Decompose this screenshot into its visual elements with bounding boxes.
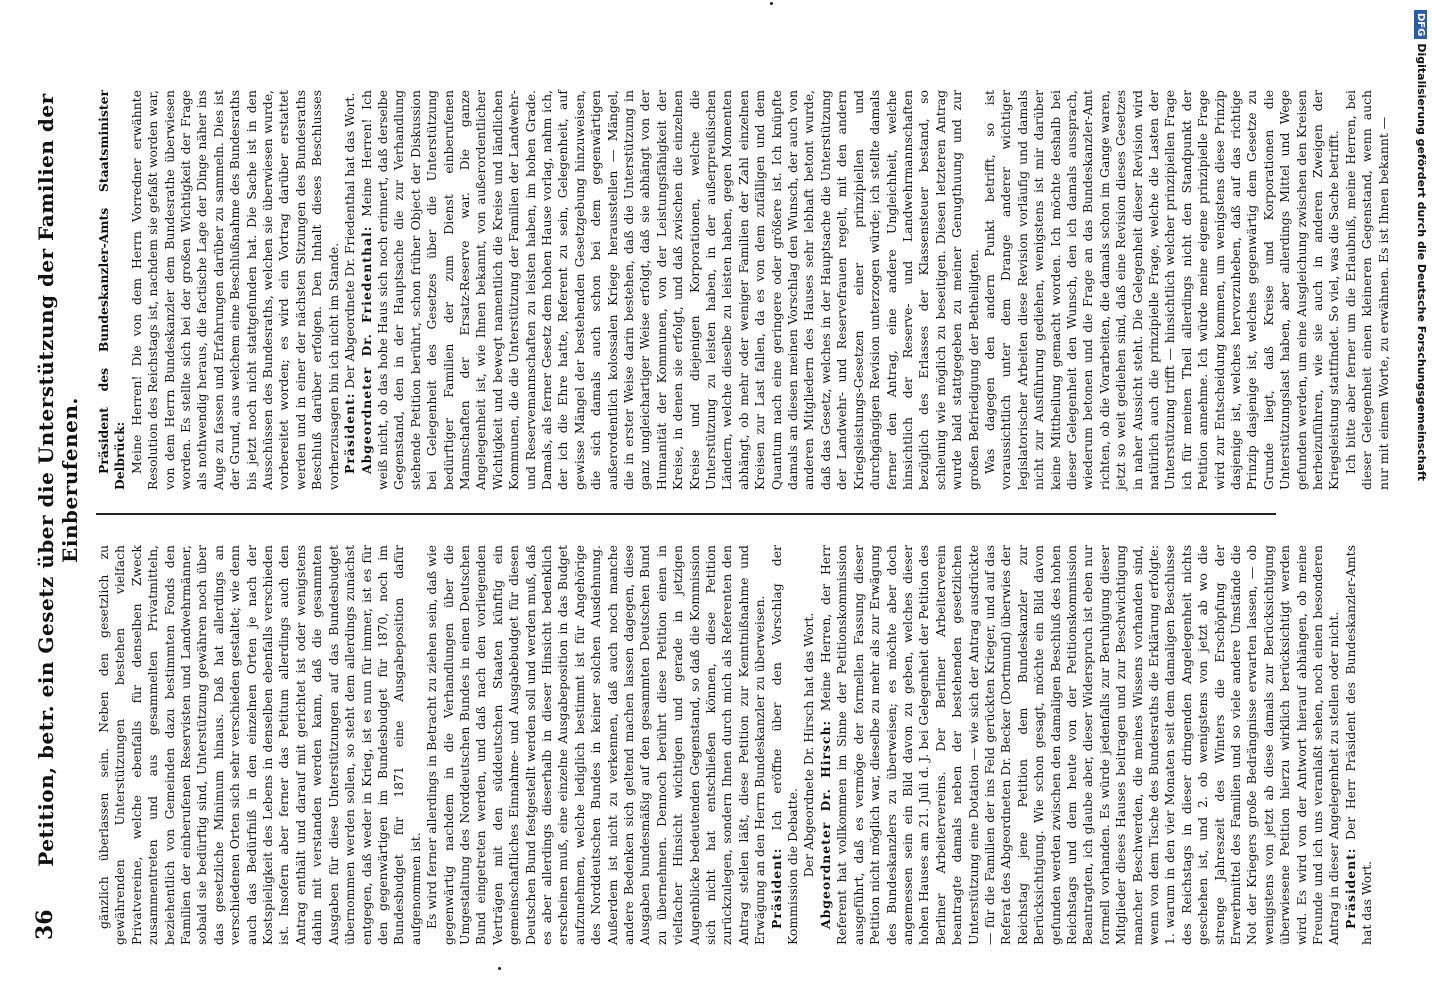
paragraph xyxy=(801,545,817,945)
paragraph xyxy=(96,545,424,945)
left-column xyxy=(96,545,1376,945)
paragraph-text: Ich bitte aber ferner um die Erlaubniß, meine Herren, bei dieser Gelegenheit einen kleineren Gegenstand, wenn auch nur mit einem Worte, zu erwähnen. Es ist Ihnen bekannt — xyxy=(1342,90,1391,490)
scan-speck xyxy=(498,967,501,970)
paragraph xyxy=(1343,90,1392,490)
paragraph xyxy=(424,545,769,945)
paragraph-text: gänzlich überlassen sein. Neben den gesetzlich zu gewährenden Unterstützungen bestehen vielfach Privatvereine, welche ebenfalls für denselben Zweck zusammentreten und aus gesammelten Privatmitteln, beziehentlich von Gemeinden dazu bestimmten Fonds den Familien der einberufenen Reservisten und Landwehrmänner, sobald sie bedürftig sind, Unterstützung gewähren noch über das gesetzliche Minimum hinaus. Daß hat allerdings an verschiedenen Orten sich sehr verschieden gestaltet; wie denn auch das Bedürfniß in den einzelnen Orten je nach der Kostspieligkeit des Lebens in denselben ebenfalls verschieden ist. Insofern aber ferner das Petitum allerdings auch den Antrag enthält und darauf mit gerichtet ist oder wenigstens dahin mit verstanden werden kann, daß die gesammten Ausgaben für diese Unterstützungen auf das Bundesbudget übernommen werden sollen, so steht dem allerdings zunächst entgegen, daß weder in Krieg, ist es nun für immer, ist es für den gegenwärtigen im Bundesbudget für 1870, noch im Bundesbudget für 1871 eine Ausgabeposition dafür aufgenommen ist. xyxy=(96,545,423,945)
paragraph-text: Meine Herren! Ich weiß nicht, ob das hohe Haus sich noch erinnert, daß derselbe Gegenstand, den in der Hauptsache die zur Verhandlung stehende Petition berührt, schon früher Object der Diskussion bei Gelegenheit des Gesetzes über die Unterstützung bedürftiger Familien der zum Dienst einberufenen Mannschaften der Ersatz-Reserve war. Die ganze Angelegenheit ist, wie Ihnen bekannt, von außerordentlicher Wichtigkeit und bewegt namentlich die Kreise und ländlichen Kommunen, die die Unterstützung der Familien der Landwehr- und Reservemannschaften zu leisten haben, im hohen Grade. Damals, als ferner Gesetz dem hohen Hause vorlag, nahm ich, der ich die Ehre hatte, Referent zu sein, Gelegenheit, auf gewisse Mängel der bestehenden Gesetzgebung hinzuweisen, die sich damals auch schon bei dem gegenwärtigen außerordentlich kolossalen Kriege herausstellen — Mängel, die in erster Weise darin bestehen, daß die Unterstützung in ganz ungleichartiger Weise erfolgt, daß sie abhängt von der Humanität der Kommunen, von der Leistungsfähigkeit der Kreise, in denen sie erfolgt, und daß zwischen die einzelnen Kreise und diejenigen Korporationen, welche die Unterstützung zu leisten haben, in der außerpreußischen Ländern, welche dieselbe zu leisten haben, gegen Momenten abhängt, ob mehr oder weniger Familien der Zahl einzelnen Kreisen zur Last fallen, da es von dem zufälligen und dem Quantum nach eine geringere oder größere ist. Ich knüpfte damals an diesen meinen Vorschlag den Wunsch, der auch von anderen Mitgliedern des Hauses sehr lebhaft betont wurde, daß das Gesetz, welches in der Hauptsache die Unterstützung der Landwehr- und Reservefrauen regelt, mit den andern Kriegsleistungs-Gesetzen einer prinzipiellen und durchgängigen Revision unterzogen würde; ich stellte damals ferner den Antrag, eine andere Ungleichheit, welche hinsichtlich der Reserve- und Landwehrmannschaften bezüglich des Erlasses der Klassensteuer bestand, so schleunig wie möglich zu beseitigen. Diesen letzteren Antrag wurde bald stattgegeben zu meiner Genugthuung und zur großen Befriedigung der Betheiligten. xyxy=(358,90,981,490)
paragraph xyxy=(129,90,342,490)
paragraph-text: Meine Herren, der Herr Referent hat vollkommen im Sinne der Petitionskommission ausgeführt, daß es vermöge der formellen Fassung dieser Petition nicht möglich war, dieselbe zu mehr als zur Erwägung des Bundeskanzlers zu überweisen; es möchte aber doch angemessen sein ein Bild davon zu geben, welches dieser hohen Hauses am 21. Juli d. J. bei Gelegenheit der Petition des Berliner Arbeitervereins. Der Berliner Arbeiterverein beantragte damals neben der bestehenden gesetzlichen Unterstützung eine Dotation — wie sich der Antrag ausdrückte — für die Familien der ins Feld gerückten Krieger, und auf das Referat des Abgeordneten Dr. Becker (Dortmund) überwies der Reichstag jene Petition dem Bundeskanzler zur Berücksichtigung. Wie schon gesagt, möchte ein Bild davon gefunden werden zwischen den damaligen Beschluß des hohen Reichstags und dem heute von der Petitionskommission Beantragten, ich glaube aber, dieser Widerspruch ist eben nur formell vorhanden. Es würde jedenfalls zur Beruhigung dieser Mitglieder dieses Hauses beitragen und zur Beschwichtigung mancher Beschwerden, die meines Wissens vorhanden sind, wenn von dem Tische des Bundesraths die Erklärung erfolgte: 1. warum in den vier Monaten seit dem damaligen Beschlusse des Reichstags in dieser dringenden Angelegenheit nichts geschehen ist, und 2. ob wenigstens von jetzt ab wo die strenge Jahreszeit des Winters die Erschöpfung der Erwerbmittel des Familien und so viele andere Umstände die Not der Kriegers große Bedrängnisse erwarten lassen, — ob wenigstens von jetzt ab diese damals zur Berücksichtigung überwiesene Petition hierzu wirklich berücksichtigt werden wird. Es wird von der Antwort hierauf abhängen, ob meine Freunde und ich uns veranlaßt sehen, noch einen besonderen Antrag in dieser Angelegenheit zu stellen oder nicht. xyxy=(817,545,1342,945)
paragraph xyxy=(818,545,1343,945)
speaker-name: Präsident: xyxy=(342,392,358,474)
speaker-name: Abgeordneter Dr. Hirsch: xyxy=(817,719,833,929)
paragraph-text: Der Abgeordnete Dr. Friedenthal hat das Wort. xyxy=(342,92,358,389)
paragraph-text: Der Herr Präsident des Bundeskanzler-Amts hat das Wort. xyxy=(1342,545,1375,945)
paragraph xyxy=(1343,545,1376,945)
speaker-name: Präsident: xyxy=(1342,847,1358,929)
paragraph-text: Der Abgeordnete Dr. Hirsch hat das Wort. xyxy=(801,612,817,878)
column-divider xyxy=(96,514,1276,516)
paragraph-text: Ich eröffne über den Vorschlag der Kommission die Debatte. xyxy=(768,545,801,945)
paragraph-text: Es wird ferner allerdings in Betracht zu ziehen sein, daß wie gegenwärtig nachdem in die Verhandlungen über die Umgestaltung des Norddeutschen Bundes in einen Deutschen Bund eingetreten werden, und daß nach den vorliegenden Verträgen mit den süddeutschen Staaten künftig ein gemeinschaftliches Einnahme- und Ausgabebudget für diesen Deutschen Bund festgestellt werden soll und werden muß, daß es aber allerdings dieserhalb in dieser Hinsicht bedenklich erscheinen muß, eine einzelne Ausgabeposition in das Budget aufzunehmen, welche lediglich bestimmt ist für Angehörige des Norddeutschen Bundes in keiner solchen Ausdehnung. Außerdem ist nicht zu verkennen, daß auch noch manche andere Bedenken sich geltend machen lassen dagegen, diese Ausgaben bundesmäßig auf den gesammten Deutschen Bund zu übernehmen. Dennoch berührt diese Petition einen in vielfacher Hinsicht wichtigen und gerade in jetzigen Augenblicke bedeutenden Gegenstand, so daß die Kommission sich nicht hat entschließen können, diese Petition zurückzulegen, sondern Ihnen durch mich als Referenten den Antrag stellen läßt, diese Petition zur Kenntnißnahme und Erwägung an den Herrn Bundeskanzler zu überweisen. xyxy=(424,545,768,945)
digitization-notice-text: Digitalisierung gefördert durch die Deutsche Forschungsgemeinschaft xyxy=(1415,43,1428,482)
paragraph-text: Präsident des Bundeskanzler-Amts Staatsminister Delbrück: xyxy=(96,90,128,490)
speaker-name: Präsident: xyxy=(768,847,784,929)
page-number: 36 xyxy=(32,909,58,940)
speaker-name: Abgeordneter Dr. Friedenthal: xyxy=(358,225,374,474)
paragraph xyxy=(769,545,802,945)
paragraph xyxy=(342,90,358,490)
paragraph xyxy=(359,90,982,490)
digitization-notice xyxy=(1412,10,1430,870)
paragraph xyxy=(96,90,129,490)
dfg-logo: DFG xyxy=(1414,10,1427,39)
paragraph-text: Was dagegen den andern Punkt betrifft, so ist voraussichtlich unter dem Drange anderer wichtiger legislatorischer Arbeiten diese Revision vorläufig und damals nicht zur Ausführung gediehen, wenigstens ist mir darüber keine Mittheilung gemacht worden. Ich möchte deshalb bei dieser Gelegenheit den Wunsch, den ich damals aussprach, wiederum betonen und die Frage an das Bundeskanzler-Amt richten, ob die Vorarbeiten, die damals schon im Gange waren, jetzt so weit gediehen sind, daß eine Revision dieses Gesetzes in naher Aussicht steht. Die Gelegenheit dieser Revision wird natürlich auch die prinzipielle Frage, welche die Lasten der Unterstützung trifft — hinsichtlich welcher prinzipiellen Frage ich für meinen Theil allerdings nicht den Standpunkt der Petition annehme. Ich würde meine eigene prinzipielle Frage wird zur Entscheidung kommen, um wenigstens diese Prinzip dasjenige ist, welches hervorzuheben, daß auf das richtige Prinzip dasjenige ist, welches gegenwärtig dem Gesetze zu Grunde liegt, daß Kreise und Korporationen die Unterstützungslast haben, aber allerdings Mittel und Wege gefunden werden, um eine Ausgleichung zwischen den Kreisen herbeizuführen, wie sie auch in anderen Zweigen der Kriegsleistung stattfindet. So viel, was die Sache betrifft. xyxy=(981,90,1342,490)
page-header xyxy=(30,60,82,940)
running-title: Petition, betr. ein Gesetz über die Unterstützung der Familien der Einberufenen. xyxy=(34,93,82,867)
paragraph-text: Meine Herren! Die von dem Herrn Vorredner erwähnte Resolution des Reichstags ist, nachdem sie gefaßt worden war, von dem Herrn Bundeskanzler dem Bundesrathe überwiesen worden. Es stellte sich bei der großen Wichtigkeit der Frage als nothwendig heraus, die factische Lage der Dinge näher ins Auge zu fassen und Erfahrungen darüber zu sammeln. Dies ist der Grund, aus welchem eine Beschlußnahme des Bundesraths bis jetzt noch nicht stattgefunden hat. Die Sache ist in den Ausschüssen des Bundesraths, welchen sie überwiesen wurde, vorbereitet worden; es wird ein Vortrag darüber erstattet werden und in einer der nächsten Sitzungen des Bundesraths Beschluß darüber erfolgen. Den Inhalt dieses Beschlusses vorherzusagen bin ich nicht im Stande. xyxy=(128,90,341,490)
scan-speck xyxy=(770,2,773,5)
right-column xyxy=(96,90,1392,490)
paragraph xyxy=(982,90,1343,490)
